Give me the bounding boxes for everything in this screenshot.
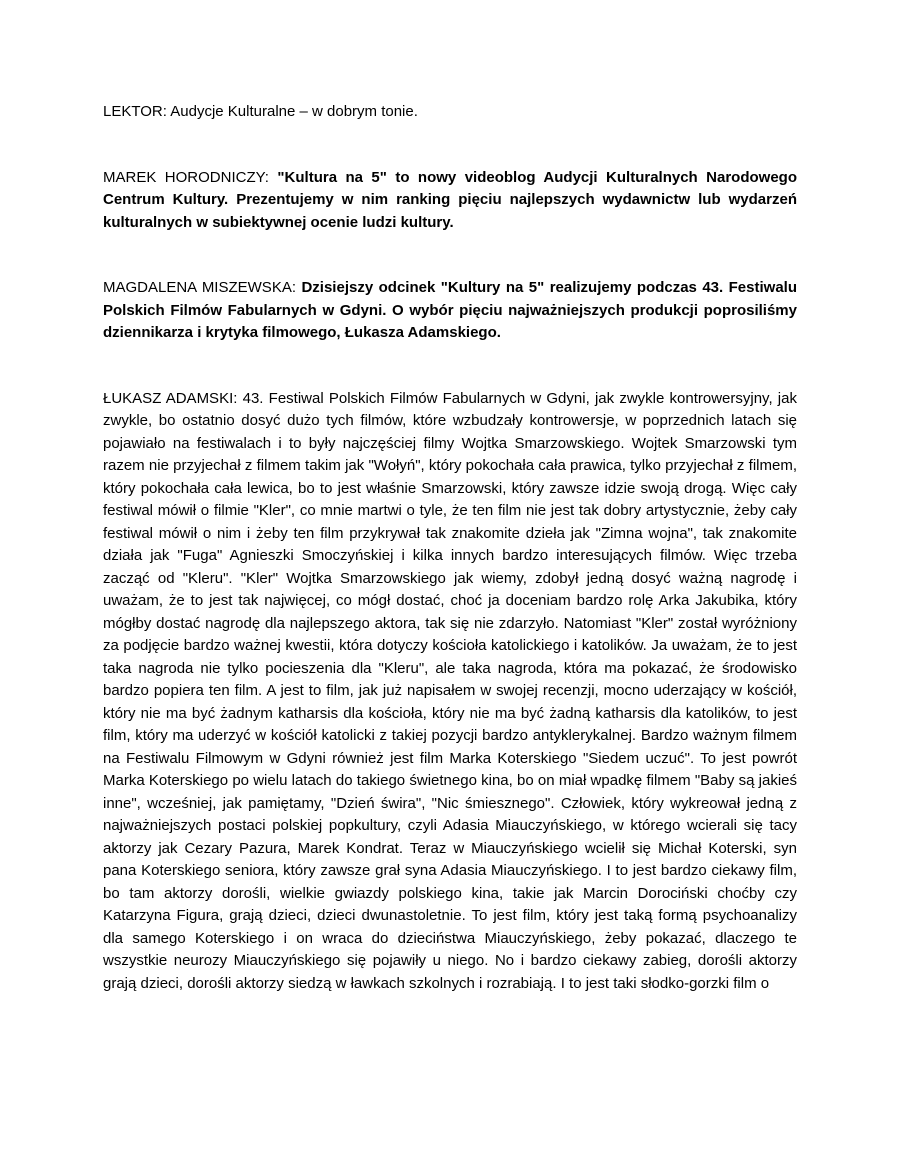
speaker-label-magdalena-miszewska: MAGDALENA MISZEWSKA: <box>103 279 296 296</box>
paragraph-marek-horodniczy <box>103 167 797 235</box>
paragraph-text-magdalena-miszewska: Dzisiejszy odcinek "Kultury na 5" realizujemy podczas 43. Festiwalu Polskich Filmów Fabularnych w Gdyni. O wybór pięciu najważniejszych produkcji poprosiliśmy dziennikarza i krytyka filmowego, Łukasza Adamskiego. <box>103 279 797 341</box>
speaker-label-lukasz-adamski: ŁUKASZ ADAMSKI: <box>103 389 238 407</box>
speaker-label-lektor: LEKTOR: <box>103 103 167 120</box>
paragraph-text-lukasz-adamski: 43. Festiwal Polskich Filmów Fabularnych w Gdyni, jak zwykle kontrowersyjny, jak zwykle, bo ostatnio dosyć dużo tych filmów, które wzbudzały kontrowersje, w poprzednich latach się pojawiało na festiwalach i to były najczęściej filmy Wojtka Smarzowskiego. Wojtek Smarzowski tym razem nie przyjechał z filmem takim jak "Wołyń", który pokochała cała prawica, tylko przyjechał z filmem, który pokochała cała lewica, bo to jest właśnie Smarzowski, który zawsze idzie swoją drogą. Więc cały festiwal mówił o filmie "Kler", co mnie martwi o tyle, że ten film nie jest tak dobry artystycznie, żeby cały festiwal mówił o nim i żeby ten film przykrywał tak znakomite dzieła jak "Zimna wojna", tak znakomite działa jak "Fuga" Agnieszki Smoczyńskiej i kilka innych bardzo interesujących filmów. Więc trzeba zacząć od "Kleru". "Kler" Wojtka Smarzowskiego jak wiemy, zdobył jedną dosyć ważną nagrodę i uważam, że to jest tak najwięcej, co mógł dostać, choć ja doceniam bardzo rolę Arka Jakubika, który mógłby dostać nagrodę dla najlepszego aktora, tak się nie zdarzyło. Natomiast "Kler" został wyróżniony za podjęcie bardzo ważnej kwestii, która dotyczy kościoła katolickiego i katolików. Ja uważam, że to jest taka nagroda nie tylko pocieszenia dla "Kleru", ale taka nagroda, która ma pokazać, że środowisko bardzo popiera ten film. A jest to film, jak już napisałem w swojej recenzji, mocno uderzający w kościół, który nie ma być żadnym katharsis dla kościoła, który nie ma być żadną katharsis dla katolików, to jest film, który ma uderzyć w kościół katolicki z takiej pozycji bardzo antyklerykalnej. Bardzo ważnym filmem na Festiwalu Filmowym w Gdyni również jest film Marka Koterskiego "Siedem uczuć". To jest powrót Marka Koterskiego po wielu latach do takiego świetnego kina, bo on miał wpadkę filmem "Baby są jakieś inne", wcześniej, jak pamiętamy, "Dzień świra", "Nic śmiesznego". Człowiek, który wykreował jedną z najważniejszych postaci polskiej popkultury, czyli Adasia Miauczyńskiego, w którego wcierali się tacy aktorzy jak Cezary Pazura, Marek Kondrat. Teraz w Miauczyńskiego wcielił się Michał Koterski, syn pana Koterskiego seniora, który zawsze grał syna Adasia Miauczyńskiego. I to jest bardzo ciekawy film, bo tam aktorzy dorośli, wielkie gwiazdy polskiego kina, takie jak Marcin Dorociński choćby czy Katarzyna Figura, grają dzieci, dzieci dwunastoletnie. To jest film, który jest taką formą psychoanalizy dla samego Koterskiego i on wraca do dzieciństwa Miauczyńskiego, żeby pokazać, dlaczego te wszystkie neurozy Miauczyńskiego się pojawiły u niego. No i bardzo ciekawy zabieg, dorośli aktorzy grają dzieci, dorośli aktorzy siedzą w ławkach szkolnych i rozrabiają. I to jest taki słodko-gorzki film o <box>103 389 797 992</box>
paragraph-text-lektor: Audycje Kulturalne – w dobrym tonie. <box>170 103 418 120</box>
paragraph-lukasz-adamski <box>103 388 797 996</box>
paragraph-magdalena-miszewska <box>103 277 797 345</box>
paragraph-lektor <box>103 101 797 124</box>
paragraph-text-marek-horodniczy: "Kultura na 5" to nowy videoblog Audycji Kulturalnych Narodowego Centrum Kultury. Prezentujemy w nim ranking pięciu najlepszych wydawnictw lub wydarzeń kulturalnych w subiektywnej ocenie ludzi kultury. <box>103 168 798 231</box>
speaker-label-marek-horodniczy: MAREK HORODNICZY: <box>103 168 269 186</box>
